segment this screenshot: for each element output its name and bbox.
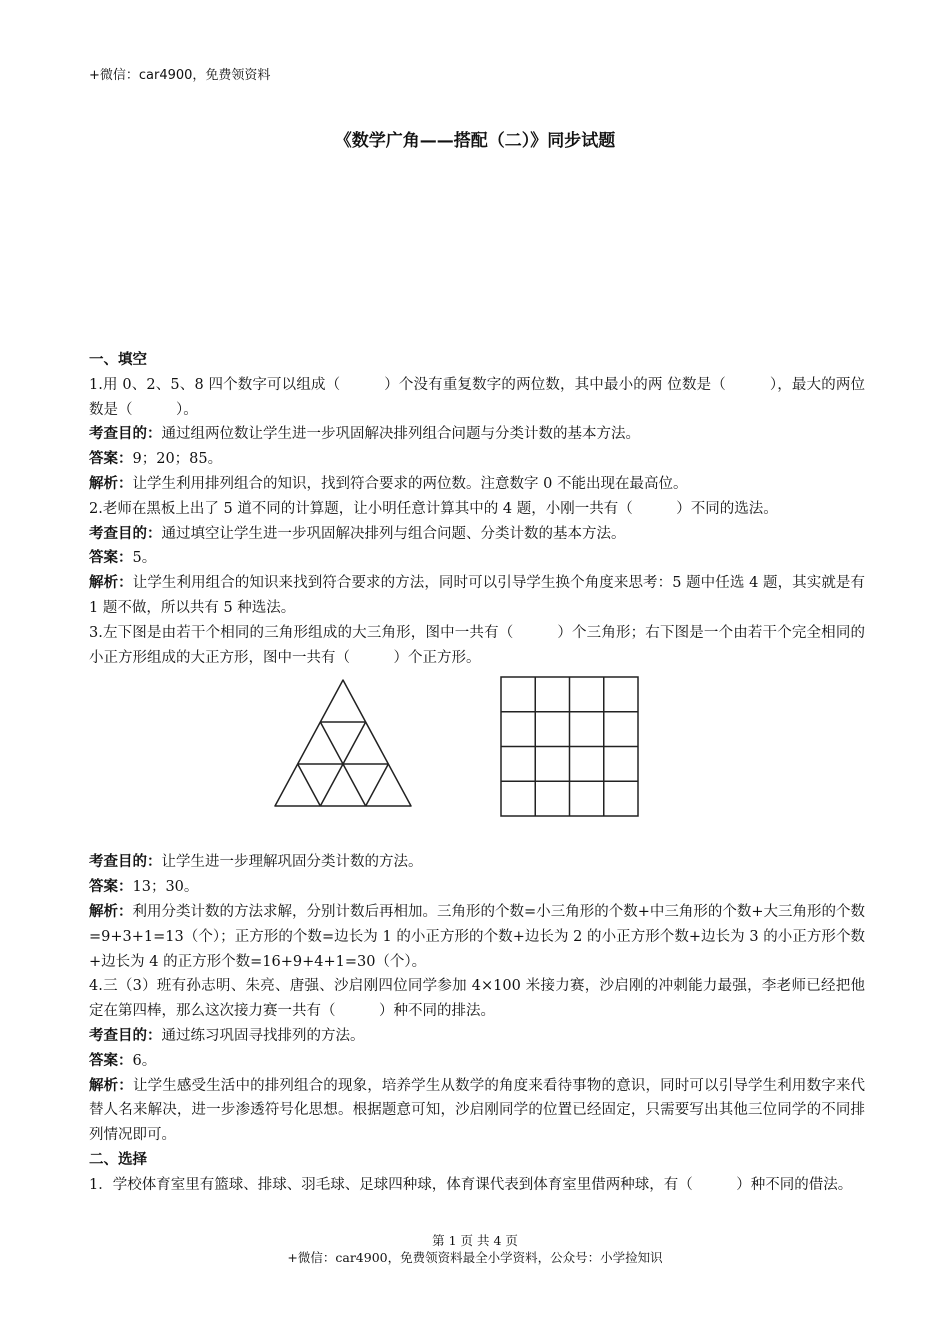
question-2-analysis: [89, 571, 865, 621]
purpose-label: 考查目的：: [89, 1027, 162, 1044]
question-4-answer: [89, 1049, 865, 1074]
choice-1-stem: 1．学校体育室里有篮球、排球、羽毛球、足球四种球，体育课代表到体育室里借两种球，有（ ）种不同的借法。: [89, 1176, 853, 1193]
question-1-stem: 1.用 0、2、5、8 四个数字可以组成（ ）个没有重复数字的两位数，其中最小的两 位数是（ ），最大的两位数是（ ）。: [89, 376, 865, 418]
purpose-text: 通过组两位数让学生进一步巩固解决排列组合问题与分类计数的基本方法。: [161, 426, 640, 443]
answer-label: 答案：: [89, 550, 133, 567]
question-2-stem: 2.老师在黑板上出了 5 道不同的计算题，让小明任意计算其中的 4 题，小刚一共有（ ）不同的选法。: [89, 500, 778, 517]
question-1-answer: [89, 447, 865, 472]
header-note: +微信：car4900，免费领资料: [89, 68, 271, 83]
analysis-label: 解析：: [89, 475, 133, 492]
purpose-text: 通过填空让学生进一步巩固解决排列与组合问题、分类计数的基本方法。: [161, 525, 626, 542]
section-heading-fill: 一、填空: [89, 352, 147, 368]
square-grid-figure-icon: [500, 676, 640, 818]
question-4-purpose: [89, 1024, 865, 1049]
answer-label: 答案：: [89, 451, 133, 468]
purpose-text: 通过练习巩固寻找排列的方法。: [161, 1027, 365, 1044]
answer-label: 答案：: [89, 879, 133, 896]
question-1-purpose: [89, 422, 865, 447]
analysis-label: 解析：: [89, 1077, 133, 1094]
analysis-text: 让学生利用组合的知识来找到符合要求的方法，同时可以引导学生换个角度来思考：5 题中任选 4 题，其实就是有 1 题不做，所以共有 5 种选法。: [89, 575, 866, 616]
analysis-text: 让学生利用排列组合的知识，找到符合要求的两位数。注意数字 0 不能出现在最高位。: [132, 475, 688, 492]
question-2-answer: [89, 546, 865, 571]
analysis-text: 利用分类计数的方法求解，分别计数后再相加。三角形的个数=小三角形的个数+中三角形的个数+大三角形的个数=9+3+1=13（个）；正方形的个数=边长为 1 的小正方形的个数+边长为 2 的小正方形个数+边长为 3 的小正方形个数+边长为 4 的正方形个数=16+9+4+1=30（个）。: [89, 903, 866, 970]
page-number: 第 1 页 共 4 页: [432, 1233, 518, 1248]
triangle-diagonal-line: [366, 764, 389, 806]
answer-label: 答案：: [89, 1052, 133, 1069]
answer-text: 9；20；85。: [132, 451, 223, 468]
footer-note: +微信：car4900，免费领资料最全小学资料，公众号：小学捡知识: [287, 1250, 663, 1265]
question-3-analysis: [89, 900, 865, 974]
analysis-label: 解析：: [89, 575, 133, 592]
analysis-text: 让学生感受生活中的排列组合的现象，培养学生从数学的角度来看待事物的意识，同时可以引导学生利用数字来代替人名来解决，进一步渗透符号化思想。根据题意可知，沙启刚同学的位置已经固定，只需要写出其他三位同学的不同排列情况即可。: [89, 1077, 866, 1144]
question-3-stem: 3.左下图是由若干个相同的三角形组成的大三角形，图中一共有（ ）个三角形；右下图是一个由若干个完全相同的小正方形组成的大正方形，图中一共有（ ）个正方形。: [89, 624, 865, 666]
purpose-label: 考查目的：: [89, 854, 162, 871]
answer-text: 5。: [132, 550, 157, 567]
question-3-purpose: [89, 850, 865, 875]
question-3-figures: [89, 670, 865, 850]
question-3-answer: [89, 875, 865, 900]
section-heading-choice: 二、选择: [89, 1151, 147, 1168]
question-1-analysis: [89, 472, 865, 497]
triangle-figure-icon: [273, 678, 413, 808]
page-title: 《数学广角——搭配（二）》同步试题: [334, 131, 616, 151]
document-body: [89, 348, 865, 1198]
purpose-label: 考查目的：: [89, 426, 162, 443]
question-4-stem: 4.三（3）班有孙志明、朱亮、唐强、沙启刚四位同学参加 4×100 米接力赛，沙启刚的冲刺能力最强，李老师已经把他定在第四棒，那么这次接力赛一共有（ ）种不同的排法。: [89, 978, 865, 1020]
analysis-label: 解析：: [89, 903, 133, 920]
triangle-diagonal-line: [298, 764, 321, 806]
purpose-label: 考查目的：: [89, 525, 162, 542]
question-2-purpose: [89, 522, 865, 547]
triangle-outer: [275, 680, 411, 806]
question-4-analysis: [89, 1074, 865, 1148]
answer-text: 13；30。: [132, 879, 199, 896]
answer-text: 6。: [132, 1052, 157, 1069]
purpose-text: 让学生进一步理解巩固分类计数的方法。: [161, 854, 423, 871]
